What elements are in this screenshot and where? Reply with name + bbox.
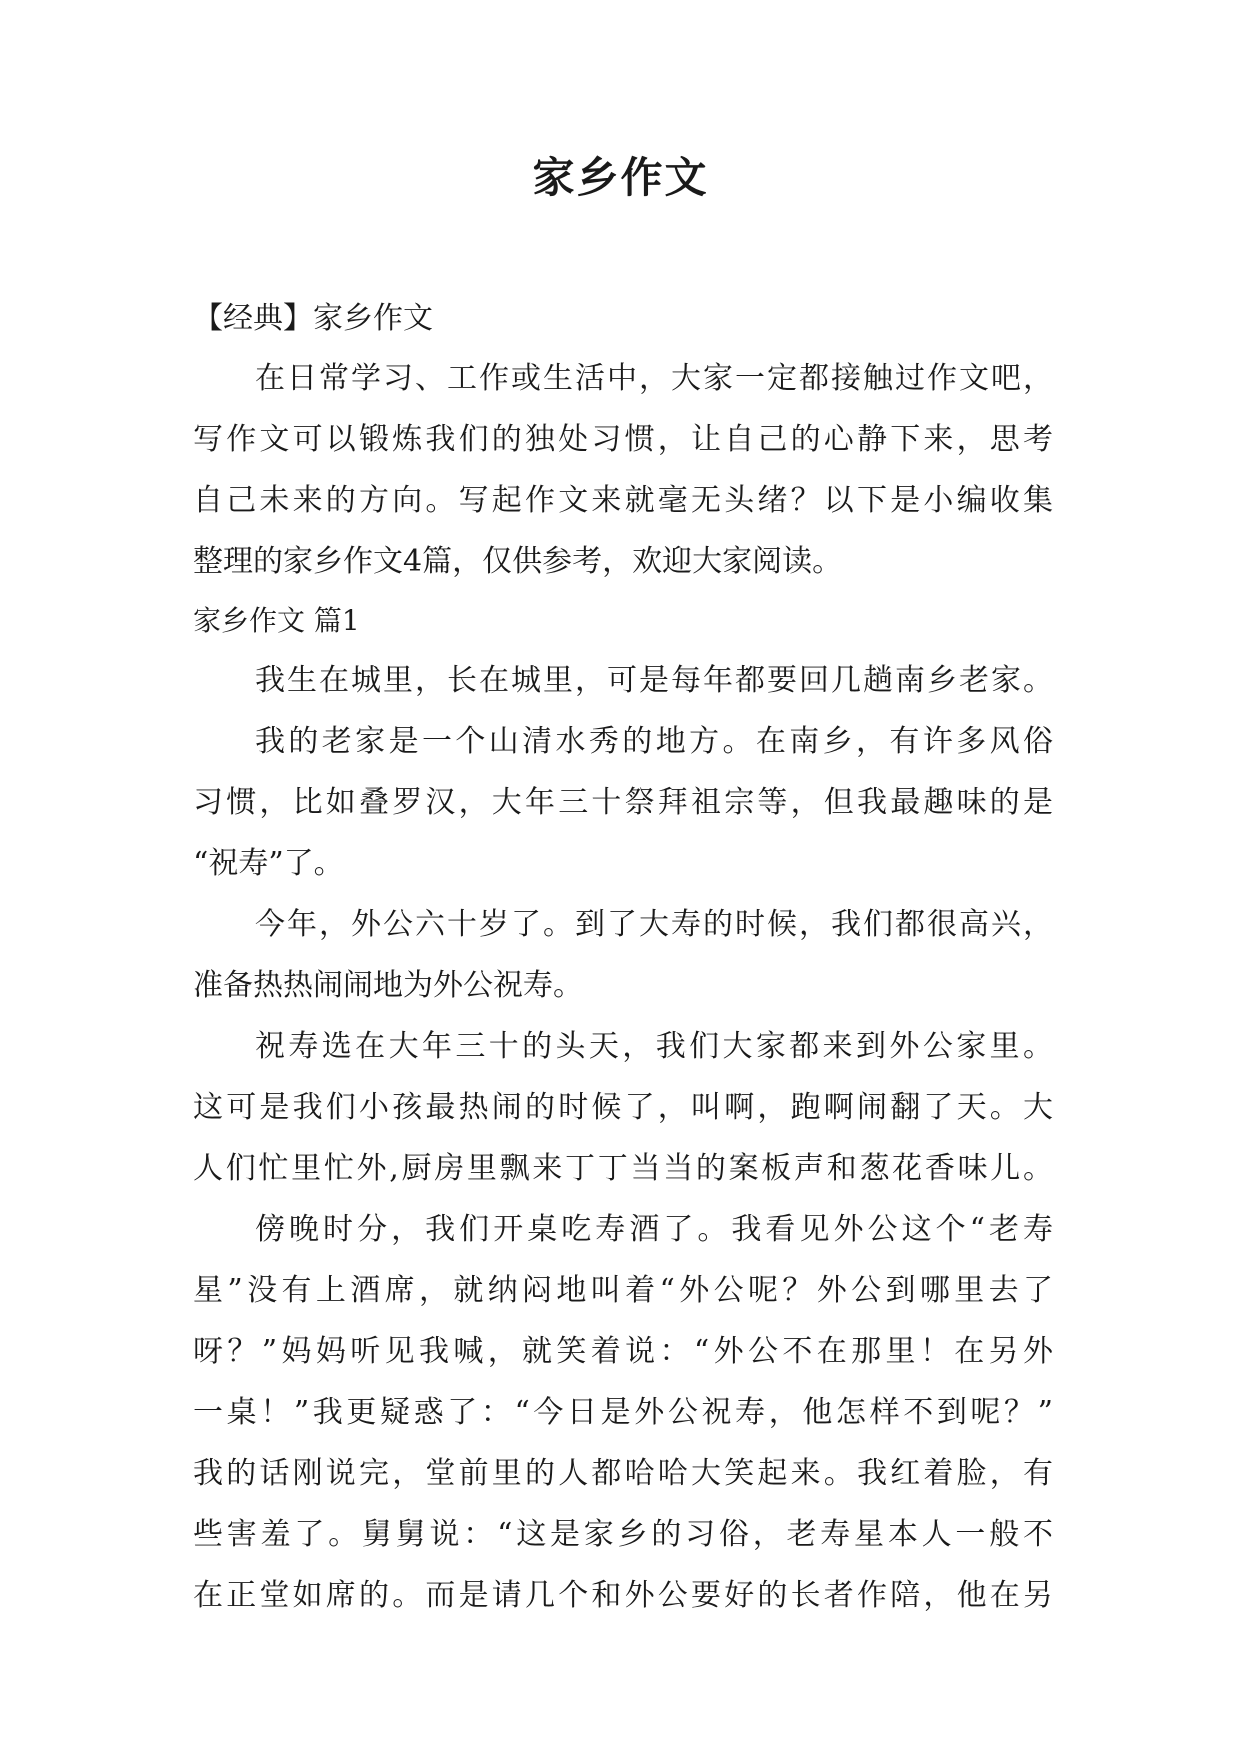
text-line: 写作文可以锻炼我们的独处习惯，让自己的心静下来，思考 (193, 422, 1053, 457)
text-line: 自己未来的方向。写起作文来就毫无头绪？以下是小编收集 (193, 483, 1053, 518)
text-line: 我的老家是一个山清水秀的地方。在南乡，有许多风俗 (255, 724, 1053, 759)
text-line: 祝寿选在大年三十的头天，我们大家都来到外公家里。 (255, 1029, 1053, 1064)
text-line: 人们忙里忙外,厨房里飘来丁丁当当的案板声和葱花香味儿。 (193, 1151, 1053, 1186)
text-line: 准备热热闹闹地为外公祝寿。 (193, 968, 583, 1003)
section-heading: 家乡作文 篇1 (193, 604, 360, 637)
text-line: 今年，外公六十岁了。到了大寿的时候，我们都很高兴， (255, 907, 1053, 942)
text-line: 些害羞了。舅舅说：“这是家乡的习俗，老寿星本人一般不 (193, 1517, 1053, 1552)
text-line: 我的话刚说完，堂前里的人都哈哈大笑起来。我红着脸，有 (193, 1456, 1053, 1491)
document-body (193, 290, 1053, 1626)
text-line: 星”没有上酒席，就纳闷地叫着“外公呢？外公到哪里去了 (193, 1273, 1053, 1308)
paragraph-lines (193, 348, 1053, 1626)
text-line: 整理的家乡作文4篇，仅供参考，欢迎大家阅读。 (193, 544, 843, 579)
text-line: 呀？”妈妈听见我喊，就笑着说：“外公不在那里！在另外 (193, 1334, 1053, 1369)
text-line: 我生在城里，长在城里，可是每年都要回几趟南乡老家。 (255, 663, 1053, 698)
text-line: 在日常学习、工作或生活中，大家一定都接触过作文吧， (255, 361, 1053, 396)
document-title: 家乡作文 (532, 153, 709, 202)
text-line: 傍晚时分，我们开桌吃寿酒了。我看见外公这个“老寿 (255, 1212, 1053, 1247)
text-line: 一桌！”我更疑惑了：“今日是外公祝寿，他怎样不到呢？” (193, 1395, 1053, 1430)
intro-heading: 【经典】家乡作文 (193, 301, 433, 336)
text-line: “祝寿”了。 (193, 846, 344, 881)
text-line: 这可是我们小孩最热闹的时候了，叫啊，跑啊闹翻了天。大 (193, 1090, 1053, 1125)
text-line: 在正堂如席的。而是请几个和外公要好的长者作陪，他在另 (193, 1578, 1053, 1613)
text-line: 习惯，比如叠罗汉，大年三十祭拜祖宗等，但我最趣味的是 (193, 785, 1053, 820)
